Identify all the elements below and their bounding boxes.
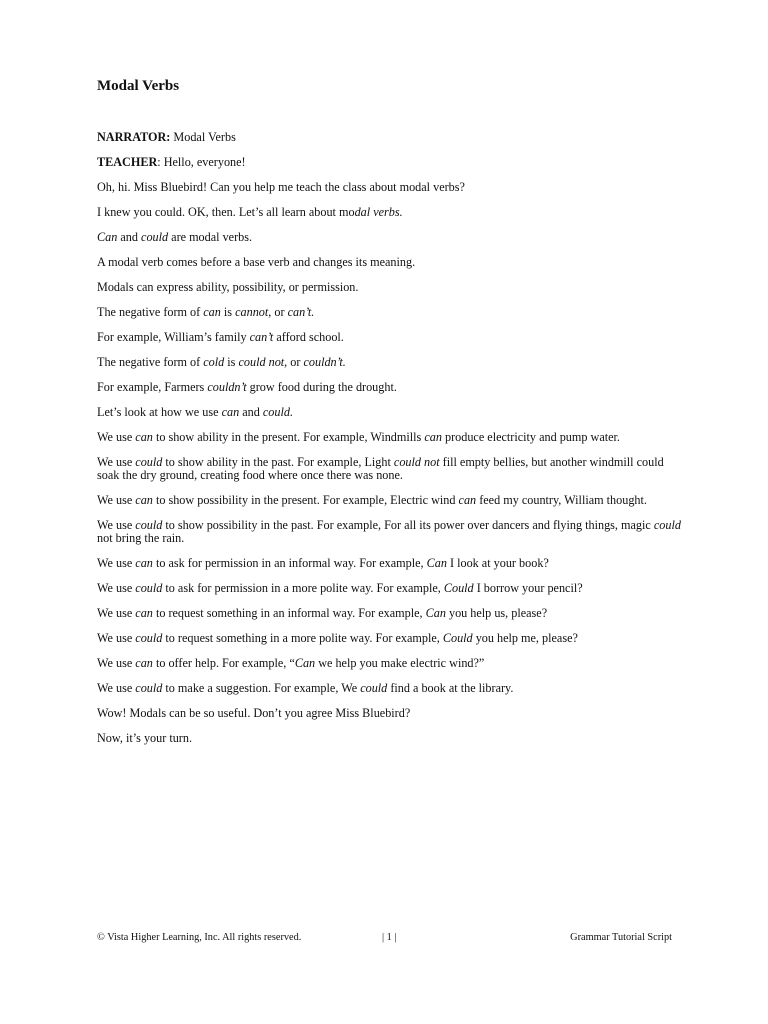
italic-term: dal verbs. <box>354 205 403 219</box>
italic-term: could <box>360 681 388 695</box>
line-text: and <box>117 230 142 244</box>
italic-term: can <box>135 556 153 570</box>
footer-copyright: © Vista Higher Learning, Inc. All rights reserved. <box>97 932 302 943</box>
line-text: are modal verbs. <box>168 230 253 244</box>
script-line <box>97 494 682 507</box>
line-text: A modal verb comes before a base verb and changes its meaning. <box>97 255 416 269</box>
script-line <box>97 406 682 419</box>
line-text: feed my country, William thought. <box>476 493 647 507</box>
line-text: to ask for permission in a more polite way. For example, <box>162 581 444 595</box>
italic-term: could <box>135 681 163 695</box>
line-text: and <box>239 405 263 419</box>
line-text: Modal Verbs <box>170 130 236 144</box>
script-line <box>97 707 682 720</box>
line-text: is <box>224 355 239 369</box>
line-text: is <box>220 305 236 319</box>
line-text: We use <box>97 518 136 532</box>
italic-term: Can <box>425 606 446 620</box>
line-text: We use <box>97 556 136 570</box>
line-text: Wow! Modals can be so useful. Don’t you agree Miss Bluebird? <box>97 706 411 720</box>
script-line <box>97 181 682 194</box>
line-text: to request something in a more polite way. For example, <box>162 631 443 645</box>
italic-term: Could <box>442 631 473 645</box>
script-line <box>97 206 682 219</box>
line-text: For example, Farmers <box>97 380 208 394</box>
line-text: I look at your book? <box>446 556 549 570</box>
line-text: to show ability in the past. For example, Light <box>162 455 394 469</box>
line-text: We use <box>97 581 136 595</box>
document-title: Modal Verbs <box>97 78 180 94</box>
italic-term: could. <box>262 405 293 419</box>
script-line <box>97 256 682 269</box>
italic-term: can <box>221 405 240 419</box>
script-line <box>97 732 682 745</box>
line-text: to request something in an informal way. For example, <box>152 606 426 620</box>
line-text: Now, it’s your turn. <box>97 731 193 745</box>
italic-term: could <box>135 631 163 645</box>
italic-term: could <box>141 230 169 244</box>
script-line <box>97 306 682 319</box>
script-line <box>97 156 682 169</box>
line-text: We use <box>97 606 136 620</box>
line-text: : Hello, everyone! <box>157 155 246 169</box>
line-text: Oh, hi. Miss Bluebird! Can you help me teach the class about modal verbs? <box>97 180 465 194</box>
line-text: produce electricity and pump water. <box>441 430 620 444</box>
italic-term: can <box>203 305 221 319</box>
line-text: to show ability in the present. For example, Windmills <box>152 430 425 444</box>
script-line <box>97 331 682 344</box>
italic-term: couldn’t. <box>303 355 346 369</box>
italic-term: Can <box>294 656 316 670</box>
line-text: We use <box>97 656 136 670</box>
line-text: or <box>287 355 304 369</box>
script-line <box>97 519 682 545</box>
line-text: fill empty bellies, but another windmill could soak the dry ground, creating food where once there was none. <box>97 455 664 482</box>
line-text: we help you make electric wind?” <box>315 656 485 670</box>
line-text: Modals can express ability, possibility, or permission. <box>97 280 359 294</box>
footer-page-number: | 1 | <box>382 932 397 943</box>
line-text: We use <box>97 493 136 507</box>
script-line <box>97 682 682 695</box>
line-text: to show possibility in the past. For example, For all its power over dancers and flying things, magic <box>162 518 654 532</box>
speaker-label: NARRATOR: <box>97 130 171 144</box>
italic-term: could <box>135 455 163 469</box>
italic-term: couldn’t <box>207 380 247 394</box>
line-text: find a book at the library. <box>387 681 514 695</box>
italic-term: Can <box>97 230 118 244</box>
script-line <box>97 231 682 244</box>
italic-term: can <box>458 493 477 507</box>
italic-term: Could <box>443 581 474 595</box>
speaker-label: TEACHER <box>97 155 158 169</box>
line-text: to make a suggestion. For example, We <box>162 681 361 695</box>
line-text: or <box>271 305 288 319</box>
italic-term: could <box>653 518 681 532</box>
italic-term: can <box>135 606 153 620</box>
line-text: We use <box>97 631 136 645</box>
italic-term: could <box>135 581 163 595</box>
line-text: The negative form of <box>97 355 204 369</box>
line-text: afford school. <box>273 330 344 344</box>
italic-term: could not, <box>238 355 288 369</box>
script-line <box>97 632 682 645</box>
italic-term: can’t <box>249 330 274 344</box>
script-line <box>97 381 682 394</box>
footer-document-type: Grammar Tutorial Script <box>570 932 672 943</box>
italic-term: can’t. <box>287 305 315 319</box>
line-text: For example, William’s family <box>97 330 250 344</box>
line-text: not bring the rain. <box>97 531 185 545</box>
line-text: grow food during the drought. <box>246 380 397 394</box>
line-text: you help me, please? <box>472 631 578 645</box>
page-footer <box>97 931 672 945</box>
script-line <box>97 657 682 670</box>
script-line <box>97 582 682 595</box>
script-line <box>97 607 682 620</box>
italic-term: could not <box>393 455 440 469</box>
line-text: I knew you could. OK, then. Let’s all learn about mo <box>97 205 355 219</box>
script-line <box>97 456 682 482</box>
line-text: you help us, please? <box>445 606 548 620</box>
italic-term: cold <box>203 355 225 369</box>
italic-term: can <box>135 493 153 507</box>
script-line <box>97 431 682 444</box>
italic-term: can <box>424 430 442 444</box>
script-body <box>97 131 682 757</box>
line-text: We use <box>97 681 136 695</box>
italic-term: can <box>135 656 153 670</box>
italic-term: can <box>135 430 153 444</box>
line-text: to show possibility in the present. For example, Electric wind <box>152 493 459 507</box>
line-text: I borrow your pencil? <box>473 581 583 595</box>
script-line <box>97 356 682 369</box>
script-line <box>97 557 682 570</box>
line-text: We use <box>97 455 136 469</box>
italic-term: could <box>135 518 163 532</box>
line-text: to ask for permission in an informal way. For example, <box>152 556 427 570</box>
line-text: We use <box>97 430 136 444</box>
script-line <box>97 281 682 294</box>
italic-term: cannot, <box>235 305 272 319</box>
line-text: Let’s look at how we use <box>97 405 222 419</box>
line-text: to offer help. For example, “ <box>152 656 295 670</box>
italic-term: Can <box>426 556 447 570</box>
line-text: The negative form of <box>97 305 204 319</box>
script-line <box>97 131 682 144</box>
